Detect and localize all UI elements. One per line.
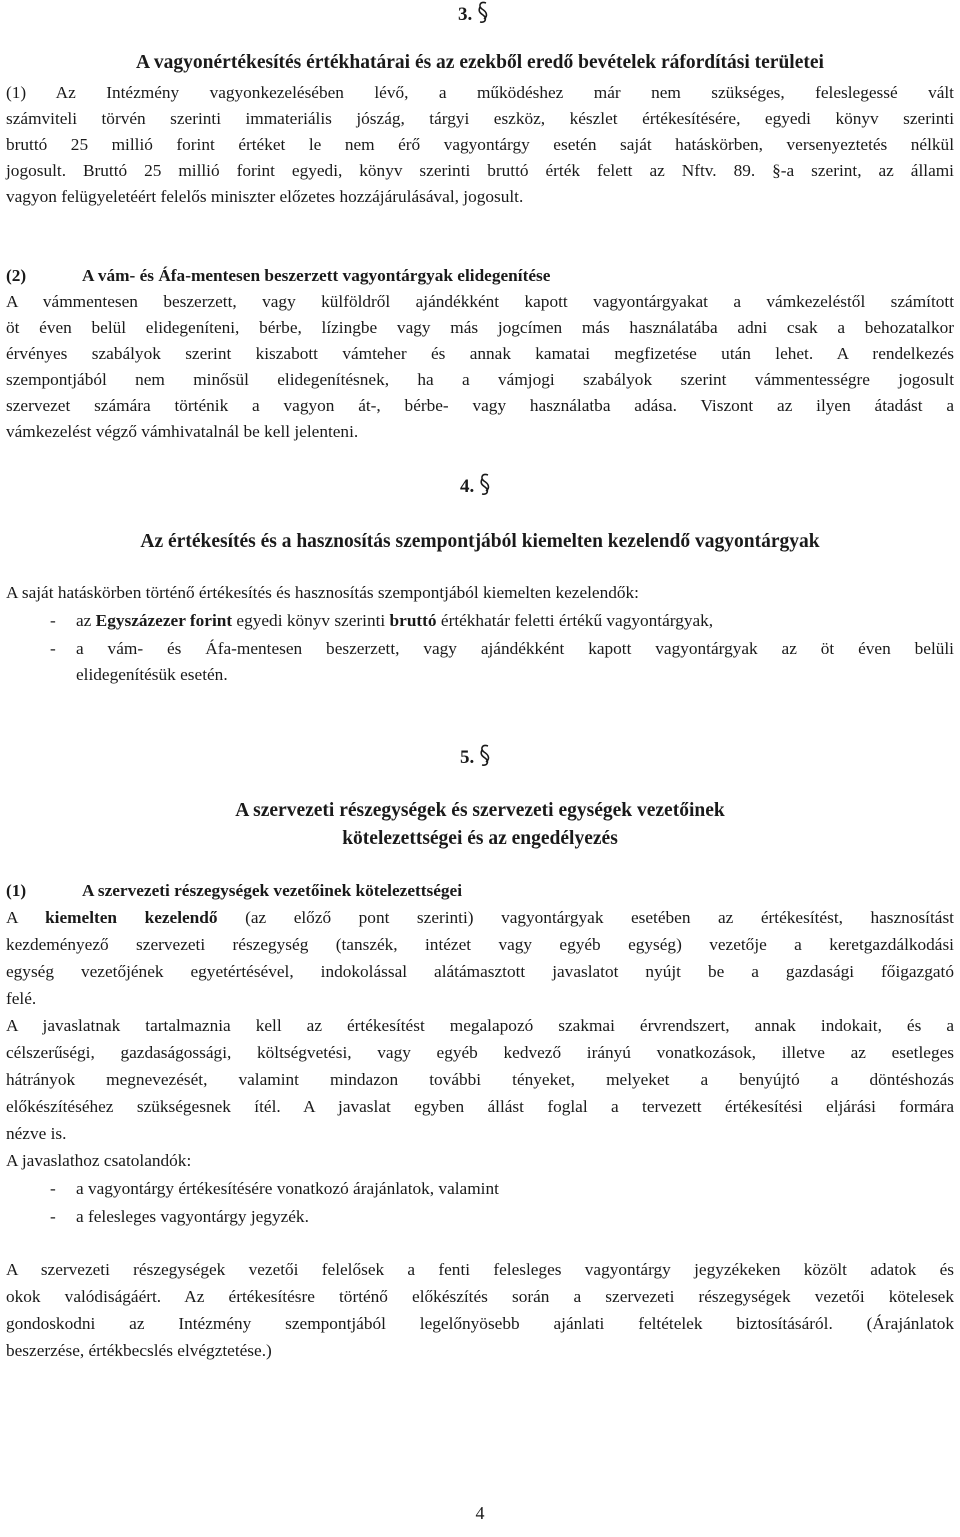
s5-attach-intro: A javaslathoz csatolandók: [6, 1151, 192, 1170]
s5-attach-item-1: - a vagyontárgy értékesítésére vonatkozó árajánlatok, valamint [50, 1176, 499, 1203]
section-4-number: 4. [460, 472, 492, 501]
s5-attach-item-2: - a felesleges vagyontárgy jegyzék. [50, 1204, 309, 1231]
s3-p2-line-2: öt éven belül elidegeníteni, bérbe, lízingbe vagy más jogcímen más használatába adni csak a behozatalkor [6, 318, 954, 337]
section-5-number: 5. [460, 743, 492, 772]
s5-p2-line-3: hátrányok megnevezését, valamint mindazon további tényeket, melyeket a benyújtó a döntéshozás [6, 1070, 954, 1089]
list-dash: - [50, 611, 56, 630]
section-5-title-line-2: kötelezettségei és az engedélyezés [342, 828, 618, 849]
section-3-title: A vagyonértékesítés értékhatárai és az ezekből eredő bevételek ráfordítási területei [136, 52, 824, 73]
s3-p2-line-1: A vámmentesen beszerzett, vagy külföldről ajándékként kapott vagyontárgyakat a vámkezeléstől számított [6, 292, 954, 311]
s4-list-item-2-line-1: a vám- és Áfa-mentesen beszerzett, vagy ajándékként kapott vagyontárgyak az öt éven belüli [76, 639, 954, 658]
s5-subsection-1-heading [6, 878, 462, 905]
s5-p1-line-1: A kiemelten kezelendő (az előző pont szerinti) vagyontárgyak esetében az értékesítést, hasznosítást [6, 908, 954, 927]
s3-p2-line-5: szervezet számára történik a vagyon át-, bérbe- vagy használatba adása. Viszont az ilyen átadást a [6, 396, 954, 415]
s5-sub1-title: A szervezeti részegységek vezetőinek kötelezettségei [82, 881, 463, 900]
s5-p3-line-2: okok valódiságáért. Az értékesítésre történő előkészítés során a szervezeti részegységek vezetői kötelesek [6, 1287, 954, 1306]
s5-p2-line-5: nézve is. [6, 1124, 67, 1143]
list-dash: - [50, 1179, 56, 1198]
s5-p1-line-3: egység vezetőjének egyetértésével, indokolással alátámasztott javaslatot nyújt be a gazdasági főigazgató [6, 962, 954, 981]
s5-sub1-number: (1) [6, 881, 27, 900]
s3-p1-line-4: jogosult. Bruttó 25 millió forint egyedi, könyv szerinti bruttó érték felett az Nftv. 89. §-a szerint, az állami [6, 161, 954, 180]
page-number: 4 [475, 1503, 485, 1523]
s4-list-item-2-line-2: elidegenítésük esetén. [76, 665, 228, 684]
s3-subsection-2-heading [6, 263, 550, 290]
s3-p1-line-1: (1) Az Intézmény vagyonkezelésében lévő, a működéshez már nem szükséges, feleslegessé vált [6, 83, 954, 102]
section-3-number: 3. [458, 0, 490, 29]
section-sign-icon [478, 472, 492, 498]
section-sign-icon [476, 0, 490, 26]
section-4-title: Az értékesítés és a hasznosítás szempontjából kiemelten kezelendő vagyontárgyak [140, 531, 820, 552]
list-dash: - [50, 1207, 56, 1226]
s3-p1-line-3: bruttó 25 millió forint értéket le nem érő vagyontárgy esetén saját hatáskörben, versenyeztetés nélkül [6, 135, 954, 154]
s3-sub2-title: A vám- és Áfa-mentesen beszerzett vagyontárgyak elidegenítése [82, 266, 551, 285]
s5-p2-line-1: A javaslatnak tartalmaznia kell az értékesítést megalapozó szakmai érvrendszert, annak indokait, és a [6, 1016, 954, 1035]
section-5-title-line-1: A szervezeti részegységek és szervezeti egységek vezetőinek [235, 800, 725, 821]
s5-p2-line-2: célszerűségi, gazdaságossági, költségvetési, vagy egyéb kedvező irányú vonatkozások, illetve az esetleges [6, 1043, 954, 1062]
s5-p1-line-4: felé. [6, 989, 37, 1008]
list-dash: - [50, 639, 56, 658]
s3-p2-line-6: vámkezelést végző vámhivatalnál be kell jelenteni. [6, 422, 359, 441]
s5-p3-line-3: gondoskodni az Intézmény szempontjából legelőnyösebb ajánlati feltételek biztosításáról. (Árajánlatok [6, 1314, 954, 1333]
s5-p3-line-1: A szervezeti részegységek vezetői felelősek a fenti felesleges vagyontárgy jegyzékeken közölt adatok és [6, 1260, 954, 1279]
s4-intro: A saját hatáskörben történő értékesítés és hasznosítás szempontjából kiemelten kezelendők: [6, 583, 639, 602]
s4-list-item-1: - az Egyszázezer forint egyedi könyv szerinti bruttó értékhatár feletti értékű vagyontárgyak, [50, 608, 713, 635]
s3-sub2-number: (2) [6, 266, 27, 285]
s5-p3-line-4: beszerzése, értékbecslés elvégztetése.) [6, 1341, 272, 1360]
s3-p2-line-4: szempontjából nem minősül elidegenítésnek, ha a vámjogi szabályok szerint vámmentességre jogosult [6, 370, 954, 389]
s4-list-item-2-dash [50, 636, 76, 663]
s3-p1-line-5: vagyon felügyeletéért felelős miniszter előzetes hozzájárulásával, jogosult. [6, 187, 524, 206]
s3-p1-line-2: számviteli törvén szerinti immateriális jószág, tárgyi eszköz, készlet értékesítésére, egyedi könyv szerinti [6, 109, 954, 128]
s3-p2-line-3: érvényes szabályok szerint kiszabott vámteher és annak kamatai megfizetése után lehet. A rendelkezés [6, 344, 954, 363]
section-sign-icon [478, 743, 492, 769]
s5-p1-line-2: kezdeményező szervezeti részegység (tanszék, intézet vagy egyéb egység) vezetője a keretgazdálkodási [6, 935, 954, 954]
s5-p2-line-4: előkészítéséhez szükségesnek ítél. A javaslat egyben állást foglal a tervezett értékesítési eljárási formára [6, 1097, 954, 1116]
